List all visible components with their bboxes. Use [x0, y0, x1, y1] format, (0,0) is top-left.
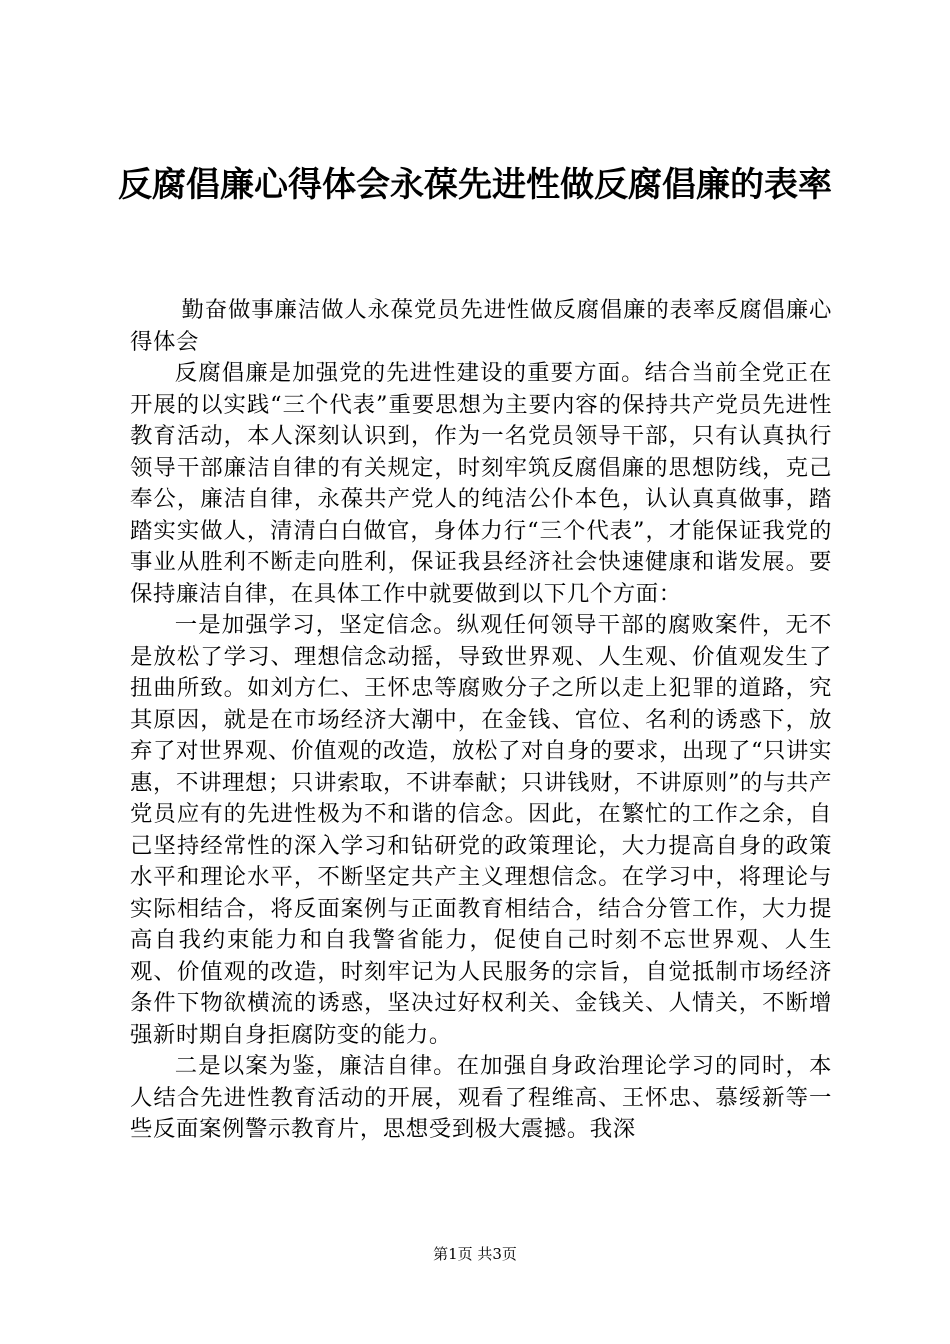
paragraph-point-two: 二是以案为鉴，廉洁自律。在加强自身政治理论学习的同时，本人结合先进性教育活动的开展，观看了程维高、王怀忠、慕绥新等一些反面案例警示教育片，思想受到极大震撼。我深: [130, 1053, 832, 1142]
page-footer: 第1页 共3页: [433, 1245, 517, 1263]
document-body: [130, 295, 832, 1146]
document-title: 反腐倡廉心得体会永葆先进性做反腐倡廉的表率: [118, 165, 832, 205]
paragraph-intro: 反腐倡廉是加强党的先进性建设的重要方面。结合当前全党正在开展的以实践“三个代表”重要思想为主要内容的保持共产党员先进性教育活动，本人深刻认识到，作为一名党员领导干部，只有认真执行领导干部廉洁自律的有关规定，时刻牢筑反腐倡廉的思想防线，克己奉公，廉洁自律，永葆共产党人的纯洁公仆本色，认认真真做事，踏踏实实做人，清清白白做官，身体力行“三个代表”，才能保证我党的事业从胜利不断走向胜利，保证我县经济社会快速健康和谐发展。要保持廉洁自律，在具体工作中就要做到以下几个方面：: [130, 360, 832, 607]
paragraph-point-one: 一是加强学习，坚定信念。纵观任何领导干部的腐败案件，无不是放松了学习、理想信念动摇，导致世界观、人生观、价值观发生了扭曲所致。如刘方仁、王怀忠等腐败分子之所以走上犯罪的道路，究其原因，就是在市场经济大潮中，在金钱、官位、名利的诱惑下，放弃了对世界观、价值观的改造，放松了对自身的要求，出现了“只讲实惠，不讲理想；只讲索取，不讲奉献；只讲钱财，不讲原则”的与共产党员应有的先进性极为不和谐的信念。因此，在繁忙的工作之余，自己坚持经常性的深入学习和钻研党的政策理论，大力提高自身的政策水平和理论水平，不断坚定共产主义理想信念。在学习中，将理论与实际相结合，将反面案例与正面教育相结合，结合分管工作，大力提高自我约束能力和自我警省能力，促使自己时刻不忘世界观、人生观、价值观的改造，时刻牢记为人民服务的宗旨，自觉抵制市场经济条件下物欲横流的诱惑，坚决过好权利关、金钱关、人情关，不断增强新时期自身拒腐防变的能力。: [130, 612, 832, 1048]
paragraph-subtitle: 勤奋做事廉洁做人永葆党员先进性做反腐倡廉的表率反腐倡廉心得体会: [130, 297, 832, 355]
